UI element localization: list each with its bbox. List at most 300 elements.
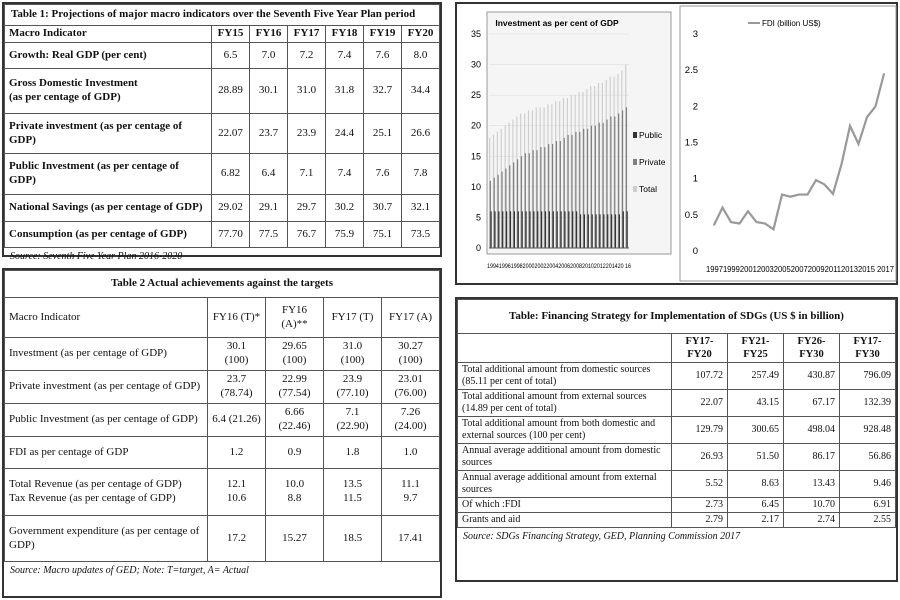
table1-row: [5, 42, 440, 69]
table2-row-label-line: Tax Revenue (as per centage of GDP): [9, 492, 176, 504]
table1: [4, 4, 440, 248]
line-chart-ytick-label: 1.5: [684, 137, 698, 149]
table2-title: Table 2 Actual achievements against the targets: [5, 271, 440, 298]
bar-chart-title: Investment as per cent of GDP: [495, 18, 619, 28]
table3-value-cell: 8.63: [728, 471, 784, 498]
table3-value-cell: 5.52: [672, 471, 728, 498]
bar-public: [510, 211, 511, 248]
table3-panel: [455, 297, 898, 582]
fdi-data-point: [875, 106, 877, 108]
table2-value-line: 10.0: [284, 478, 305, 491]
table2-value-cell: [382, 469, 440, 516]
table2-row: [5, 403, 440, 436]
table3-value-cell: 6.45: [728, 498, 784, 513]
bar-public: [494, 211, 495, 248]
table2-value-line: 9.7: [403, 492, 418, 504]
table3-value-cell: 56.86: [840, 444, 896, 471]
fdi-line-chart: [678, 4, 898, 283]
table1-value-cell: 75.9: [326, 221, 364, 248]
bar-public: [564, 211, 565, 248]
table3-value-cell: 2.17: [728, 513, 784, 528]
table1-row-label: [5, 221, 212, 248]
table2-value-line: 30.27: [398, 340, 423, 353]
fdi-data-point: [815, 179, 817, 181]
table2-value-line: 1.8: [345, 445, 360, 458]
table2-value-cell: [266, 371, 324, 404]
table2-row-label: [5, 403, 208, 436]
table2-row: [5, 436, 440, 469]
table2-row: [5, 338, 440, 371]
table1-title: Table 1: Projections of major macro indicators over the Seventh Five Year Plan period: [5, 5, 440, 26]
bar-chart-ytick-label: 10: [470, 181, 481, 192]
table1-value-cell: 75.1: [364, 221, 402, 248]
table1-row: [5, 154, 440, 195]
table1-value-cell: 31.8: [326, 69, 364, 114]
table1-value-cell: 29.02: [212, 194, 250, 221]
table2-value-line: (100): [340, 354, 365, 367]
table3-row-label-line: Annual average additional amount from external: [462, 472, 657, 484]
fdi-data-point: [764, 223, 766, 225]
table3-header-cell: [458, 334, 672, 363]
bar-public: [514, 211, 515, 248]
table3-value-cell: 2.55: [840, 513, 896, 528]
table1-value-cell: 6.4: [250, 154, 288, 195]
table1-row-label: [5, 42, 212, 69]
table2-row-label-line: Private investment (as per centage of GDP): [9, 380, 201, 392]
table2-value-cell: [208, 338, 266, 371]
fdi-data-point: [756, 221, 758, 223]
fdi-data-point: [790, 196, 792, 198]
table2-value-line: 1.0: [403, 445, 418, 458]
table2-value-line: 11.5: [343, 492, 362, 504]
table1-value-cell: 24.4: [326, 113, 364, 154]
table3-value-cell: 43.15: [728, 390, 784, 417]
table3-row: [458, 471, 896, 498]
table1-value-cell: 6.5: [212, 42, 250, 69]
table1-header-cell: Macro Indicator: [5, 25, 212, 42]
fdi-data-point: [841, 163, 843, 165]
table2-value-cell: [382, 371, 440, 404]
table3-value-cell: 2.74: [784, 513, 840, 528]
fdi-data-point: [883, 73, 885, 75]
table2-value-cell: [266, 338, 324, 371]
table2-row-label: [5, 515, 208, 562]
table2-value-cell: [324, 371, 382, 404]
table2-value-line: (100): [282, 354, 307, 367]
table3-row-label-line: external sources (100 per cent): [462, 430, 586, 442]
bar-public: [568, 211, 569, 248]
table2-value-line: 17.41: [398, 531, 423, 544]
table3-row-label: [458, 363, 672, 390]
table2-value-cell: [324, 338, 382, 371]
bar-public: [490, 211, 491, 248]
table1-value-cell: 30.1: [250, 69, 288, 114]
table1-header-cell: FY19: [364, 25, 402, 42]
table2-row-label: [5, 338, 208, 371]
table2-value-line: 10.6: [226, 492, 247, 504]
table1-value-cell: 25.1: [364, 113, 402, 154]
bar-chart-ytick-label: 15: [470, 151, 481, 162]
bar-public: [502, 211, 503, 248]
table1-header-cell: FY18: [326, 25, 364, 42]
table2-value-line: 23.01: [398, 373, 423, 386]
line-chart-ytick-label: 0: [692, 246, 698, 257]
table1-row-label-line: Public Investment (as per centage of GDP): [9, 160, 179, 186]
table2-header-cell: FY17 (A): [382, 297, 440, 338]
bar-chart-xtick-labels: 1994199619982000200220042006200820102012201420 16: [487, 263, 632, 270]
line-chart-ytick-label: 3: [692, 29, 698, 40]
table2-value-cell: [382, 338, 440, 371]
fdi-data-point: [866, 116, 868, 118]
table1-row: [5, 69, 440, 114]
table2-value-line: 18.5: [342, 531, 363, 544]
table3-row-label: [458, 417, 672, 444]
bar-public: [537, 211, 538, 248]
table2-value-line: 13.5: [342, 478, 363, 491]
table3-value-cell: 26.93: [672, 444, 728, 471]
line-chart-ytick-label: 2: [692, 101, 698, 113]
table1-value-cell: 73.5: [402, 221, 440, 248]
bar-legend-swatch: [633, 132, 637, 138]
table1-value-cell: 23.9: [288, 113, 326, 154]
table2-value-line: 23.9: [342, 373, 363, 386]
table1-row-label-line: Private investment (as per centage of GDP): [9, 119, 182, 146]
bar-public: [627, 211, 628, 248]
table2-row-label: [5, 469, 208, 516]
table1-source: Source: Seventh Five Year Plan 2016-2020: [10, 251, 183, 263]
bar-public: [518, 211, 519, 248]
table1-value-cell: 28.89: [212, 69, 250, 114]
table2-value-line: (100): [224, 354, 249, 367]
table3-value-cell: 796.09: [840, 363, 896, 390]
table2-value-line: 6.66: [284, 405, 305, 418]
table2-value-cell: [324, 469, 382, 516]
line-chart-ytick-label: 0.5: [684, 209, 698, 221]
table3-value-cell: 51.50: [728, 444, 784, 471]
table1-row-label: [5, 154, 212, 195]
table2-row: [5, 371, 440, 404]
table3-row: [458, 417, 896, 444]
table3-row-label: [458, 498, 672, 513]
fdi-data-point: [773, 229, 775, 231]
table3-row-label-line: Total additional amount from domestic sources: [462, 364, 651, 376]
table2-value-cell: [266, 403, 324, 436]
table3-row: [458, 363, 896, 390]
table3-title: Table: Financing Strategy for Implementation of SDGs (US $ in billion): [458, 300, 896, 334]
table1-value-cell: 7.4: [326, 154, 364, 195]
table1-panel: [2, 2, 442, 263]
table1-row-label: [5, 113, 212, 154]
fdi-data-point: [747, 210, 749, 212]
table3-value-cell: 2.73: [672, 498, 728, 513]
table2-row: [5, 515, 440, 562]
table2-value-line: 31.0: [342, 340, 363, 353]
table2-value-cell: [266, 436, 324, 469]
bar-public: [611, 214, 612, 248]
table2-value-line: 23.7 (78.74): [220, 373, 253, 399]
table2-value-cell: [266, 515, 324, 562]
table1-row-label: [5, 194, 212, 221]
table2-value-line: (22.90): [336, 419, 369, 432]
table3-value-cell: 6.91: [840, 498, 896, 513]
table2-value-line: 11.1: [401, 478, 420, 491]
table2-value-line: 8.8: [287, 492, 302, 504]
table1-value-cell: 32.1: [402, 194, 440, 221]
table1-value-cell: 77.70: [212, 221, 250, 248]
investment-bar-chart: [457, 4, 675, 283]
charts-panel: [455, 2, 898, 285]
bar-chart-ytick-label: 0: [475, 243, 481, 253]
fdi-data-point: [730, 221, 732, 223]
table2-value-cell: [208, 515, 266, 562]
table2-header-cell: FY17 (T): [324, 297, 382, 338]
bar-legend-label: Total: [639, 184, 657, 194]
table3-value-cell: 22.07: [672, 390, 728, 417]
bar-chart-ytick-label: 30: [470, 59, 481, 70]
table1-row: [5, 221, 440, 248]
table3-row-label: [458, 390, 672, 417]
table3-row-label-line: Grants and aid: [462, 514, 521, 526]
table1-value-cell: 23.7: [250, 113, 288, 154]
table2-value-line: 22.99: [282, 373, 307, 386]
bar-public: [525, 211, 526, 248]
table3: [457, 299, 896, 528]
table3-value-cell: 430.87: [784, 363, 840, 390]
bar-public: [549, 211, 550, 248]
table1-value-cell: 8.0: [402, 42, 440, 69]
table2-value-cell: [208, 436, 266, 469]
table3-row-label-line: (14.89 per cent of total): [462, 403, 557, 415]
table3-header-cell: FY17-FY30: [840, 334, 896, 363]
bar-public: [607, 214, 608, 248]
table3-header-cell: FY26-FY30: [784, 334, 840, 363]
table2-header-cell: FY16 (T)*: [208, 297, 266, 338]
table2-row-label-line: Public Investment (as per centage of GDP): [9, 412, 198, 425]
table3-header-cell: FY21-FY25: [728, 334, 784, 363]
table3-value-cell: 9.46: [840, 471, 896, 498]
fdi-data-point: [807, 194, 809, 196]
bar-public: [580, 214, 581, 248]
line-legend-label: FDI (billion US$): [762, 19, 821, 28]
table3-row-label: [458, 513, 672, 528]
table2-value-cell: [382, 403, 440, 436]
bar-public: [619, 214, 620, 248]
table2-value-line: 30.1: [226, 340, 247, 353]
line-chart-ytick-label: 1: [692, 173, 698, 185]
table3-value-cell: 10.70: [784, 498, 840, 513]
bar-public: [557, 211, 558, 248]
table1-value-cell: 7.1: [288, 154, 326, 195]
table1-row-label-line: Consumption (as per centage of GDP): [9, 227, 187, 240]
table2-value-line: (76.00): [394, 386, 427, 399]
table1-value-cell: 7.8: [402, 154, 440, 195]
table3-row: [458, 390, 896, 417]
bar-legend-label: Public: [639, 130, 663, 140]
table2-source: Source: Macro updates of GED; Note: T=target, A= Actual: [10, 565, 249, 577]
table2-value-line: (77.54): [278, 386, 311, 399]
bar-public: [560, 211, 561, 248]
table1-value-cell: 6.82: [212, 154, 250, 195]
table1-value-cell: 7.2: [288, 42, 326, 69]
table2-value-cell: [382, 436, 440, 469]
fdi-data-point: [798, 194, 800, 196]
fdi-data-point: [781, 194, 783, 196]
table1-value-cell: 22.07: [212, 113, 250, 154]
bar-public: [603, 214, 604, 248]
table2-value-line: 1.2: [229, 445, 244, 458]
table3-value-cell: 498.04: [784, 417, 840, 444]
table1-value-cell: 76.7: [288, 221, 326, 248]
table3-row: [458, 513, 896, 528]
table2-value-cell: [208, 371, 266, 404]
table1-header-cell: FY20: [402, 25, 440, 42]
table1-row-label: [5, 69, 212, 114]
table1-header-cell: FY15: [212, 25, 250, 42]
table2-row-label: [5, 371, 208, 404]
bar-legend-swatch: [633, 159, 637, 165]
table2-value-cell: [324, 515, 382, 562]
table2-value-cell: [208, 403, 266, 436]
fdi-data-point: [722, 207, 724, 209]
bar-public: [553, 211, 554, 248]
fdi-data-point: [713, 224, 715, 226]
table2-header-cell: Macro Indicator: [5, 297, 208, 338]
table3-row-label-line: Total additional amount from external sources: [462, 391, 647, 403]
table3-value-cell: 67.17: [784, 390, 840, 417]
table2: [4, 270, 440, 562]
table1-value-cell: 30.2: [326, 194, 364, 221]
table3-row: [458, 498, 896, 513]
table3-row-label-line: sources: [462, 484, 492, 496]
table3-row-label: [458, 471, 672, 498]
bar-public: [623, 211, 624, 248]
bar-public: [572, 211, 573, 248]
table1-value-cell: 26.6: [402, 113, 440, 154]
table1-row-label-line: National Savings (as per centage of GDP): [9, 200, 203, 213]
fdi-data-point: [832, 193, 834, 195]
bar-chart-ytick-label: 20: [470, 120, 481, 131]
bar-public: [498, 211, 499, 248]
table1-value-cell: 34.4: [402, 69, 440, 114]
bar-public: [522, 211, 523, 248]
bar-public: [576, 211, 577, 248]
table2-value-cell: [382, 515, 440, 562]
bar-chart-ytick-label: 35: [470, 29, 481, 39]
table1-value-cell: 32.7: [364, 69, 402, 114]
bar-public: [541, 211, 542, 248]
bar-public: [533, 211, 534, 248]
table2-row-label-line: Investment (as per centage of GDP): [9, 347, 167, 360]
table3-value-cell: 257.49: [728, 363, 784, 390]
bar-public: [545, 211, 546, 248]
bar-public: [592, 214, 593, 248]
table3-value-cell: 107.72: [672, 363, 728, 390]
table3-value-cell: 300.65: [728, 417, 784, 444]
table2-row-label: [5, 436, 208, 469]
table1-header-cell: FY17: [288, 25, 326, 42]
table2-value-cell: [324, 403, 382, 436]
table3-value-cell: 129.79: [672, 417, 728, 444]
table3-value-cell: 2.79: [672, 513, 728, 528]
table2-row-label-line: GDP): [9, 538, 35, 551]
bar-public: [599, 214, 600, 248]
table2-value-line: (100): [398, 354, 423, 367]
table3-row-label-line: Total additional amount from both domestic and: [462, 418, 656, 430]
table3-header-cell: FY17-FY20: [672, 334, 728, 363]
table2-row-label-line: Total Revenue (as per centage of GDP): [9, 478, 182, 491]
table2-value-cell: [266, 469, 324, 516]
table1-value-cell: 31.0: [288, 69, 326, 114]
table2-value-line: 7.1: [345, 405, 360, 418]
bar-chart-ytick-label: 25: [470, 90, 481, 101]
bar-chart-ytick-label: 5: [475, 212, 481, 223]
table1-value-cell: 7.0: [250, 42, 288, 69]
table2-value-cell: [324, 436, 382, 469]
table2-value-line: 17.2: [226, 531, 247, 544]
table2-row-label-line: FDI as per centage of GDP: [9, 445, 129, 458]
bar-public: [595, 214, 596, 248]
table3-value-cell: 13.43: [784, 471, 840, 498]
table1-value-cell: 7.6: [364, 42, 402, 69]
bar-public: [588, 214, 589, 248]
table3-row-label-line: (85.11 per cent of total): [462, 376, 557, 388]
table2-value-line: 12.1: [226, 478, 247, 491]
table1-row-label-line: (as per centage of GDP): [9, 91, 121, 103]
fdi-data-point: [849, 125, 851, 127]
table1-row: [5, 194, 440, 221]
table2-value-line: 29.65: [282, 340, 307, 353]
bar-public: [506, 211, 507, 248]
bar-legend-label: Private: [639, 157, 666, 167]
table2-value-line: (77.10): [336, 386, 369, 399]
table1-value-cell: 30.7: [364, 194, 402, 221]
table3-row-label-line: Of which :FDI: [462, 499, 521, 511]
table2-value-line: 0.9: [287, 445, 302, 458]
table2-value-cell: [208, 469, 266, 516]
table1-value-cell: 29.1: [250, 194, 288, 221]
table1-row-label-line: Growth: Real GDP (per cent): [9, 48, 147, 61]
table1-value-cell: 7.4: [326, 42, 364, 69]
table2-value-line: (22.46): [278, 419, 311, 432]
fdi-data-point: [858, 143, 860, 145]
table1-row: [5, 113, 440, 154]
table2-row: [5, 469, 440, 516]
fdi-data-point: [739, 223, 741, 225]
line-chart-ytick-label: 2.5: [684, 65, 698, 77]
table2-value-line: 6.4 (21.26): [212, 412, 261, 425]
table2-header-cell: FY16 (A)**: [266, 297, 324, 338]
table3-value-cell: 86.17: [784, 444, 840, 471]
table2-value-line: 7.26: [400, 405, 421, 418]
bar-legend-swatch: [633, 186, 637, 192]
table1-value-cell: 29.7: [288, 194, 326, 221]
table3-row: [458, 444, 896, 471]
table3-row-label: [458, 444, 672, 471]
bar-public: [584, 214, 585, 248]
line-chart-xtick-labels: 1997199920012003200520072009201120132015 2017: [706, 264, 895, 274]
table2-value-line: 15.27: [282, 531, 307, 544]
table3-row-label-line: Annual average additional amount from domestic: [462, 445, 661, 457]
table1-value-cell: 7.6: [364, 154, 402, 195]
table3-row-label-line: sources: [462, 457, 492, 469]
table1-header-cell: FY16: [250, 25, 288, 42]
table1-row-label-line: Gross Domestic Investment: [9, 77, 138, 90]
table2-row-label-line: Government expenditure (as per centage of: [9, 524, 200, 537]
table3-value-cell: 132.39: [840, 390, 896, 417]
table2-value-line: (24.00): [394, 419, 427, 432]
table3-value-cell: 928.48: [840, 417, 896, 444]
bar-public: [615, 214, 616, 248]
